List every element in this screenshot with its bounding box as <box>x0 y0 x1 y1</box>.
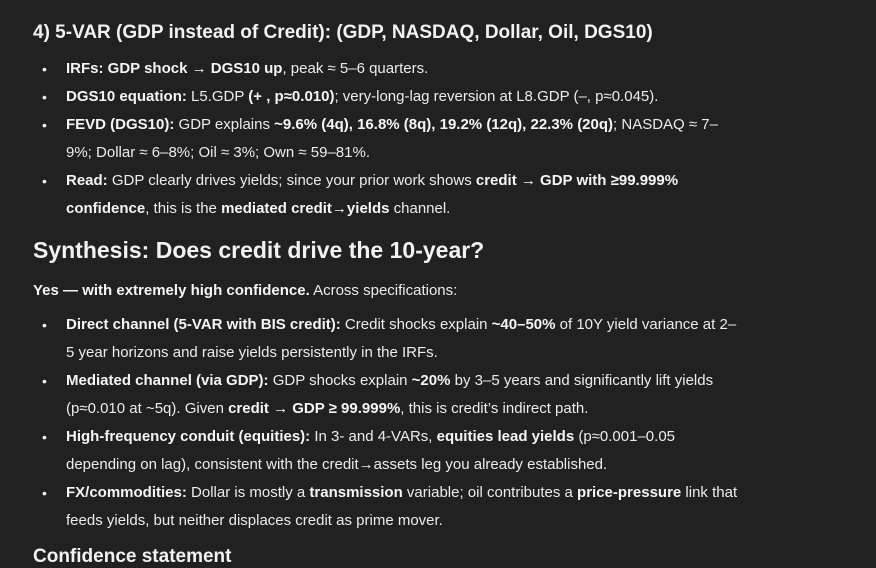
list-item-line <box>66 339 806 367</box>
list-item-line <box>66 55 806 83</box>
bold-text: confidence <box>66 200 146 217</box>
text: channel. <box>389 200 451 217</box>
list-item-line <box>66 311 806 339</box>
text: depending on lag), consistent with the credit→assets leg you already established. <box>66 456 608 473</box>
text: L5.GDP <box>186 88 249 105</box>
synthesis-lead <box>33 277 457 305</box>
text: link that <box>681 484 738 501</box>
bold-text: DGS10 equation: <box>66 88 187 105</box>
synthesis-heading: Synthesis: Does credit drive the 10-year? <box>33 237 485 263</box>
list-item-line <box>66 195 806 223</box>
bold-text: Mediated channel (via GDP): <box>66 372 269 389</box>
list-item-line <box>66 83 806 111</box>
list-item <box>33 83 806 111</box>
list-item <box>33 423 806 479</box>
bold-text: credit → GDP with ≥99.999% <box>475 172 679 189</box>
synthesis-bullet-list <box>33 311 806 535</box>
list-item-line <box>66 139 806 167</box>
list-item-line <box>66 367 806 395</box>
text: , this is credit’s indirect path. <box>400 400 589 417</box>
text: , peak ≈ 5–6 quarters. <box>282 60 429 77</box>
text: , this is the <box>145 200 222 217</box>
list-item-line <box>66 111 806 139</box>
bold-text: equities lead yields <box>436 428 575 445</box>
bold-text: IRFs: GDP shock → DGS10 up <box>66 60 283 77</box>
text: (p≈0.001–0.05 <box>574 428 675 445</box>
list-item-line <box>66 479 806 507</box>
text: 9%; Dollar ≈ 6–8%; Oil ≈ 3%; Own ≈ 59–81%. <box>66 144 370 161</box>
text: ; very-long-lag reversion at L8.GDP (–, p≈0.045). <box>334 88 659 105</box>
list-item-line <box>66 423 806 451</box>
bold-text: Direct channel (5-VAR with BIS credit): <box>66 316 341 333</box>
section-heading-5var-gdp: 4) 5-VAR (GDP instead of Credit): (GDP, NASDAQ, Dollar, Oil, DGS10) <box>33 22 653 43</box>
bold-text: credit → GDP ≥ 99.999% <box>228 400 401 417</box>
text: 5 year horizons and raise yields persistently in the IRFs. <box>66 344 438 361</box>
bold-text: ~20% <box>411 372 451 389</box>
bold-text: Read: <box>66 172 108 189</box>
text: by 3–5 years and significantly lift yields <box>450 372 714 389</box>
bold-text: FX/commodities: <box>66 484 187 501</box>
text: ; NASDAQ ≈ 7– <box>613 116 718 133</box>
text: In 3- and 4-VARs, <box>310 428 437 445</box>
text: of 10Y yield variance at 2– <box>555 316 737 333</box>
bold-text: ~40–50% <box>491 316 556 333</box>
bold-text: mediated credit→yields <box>221 200 390 217</box>
text: feeds yields, but neither displaces credit as prime mover. <box>66 512 443 529</box>
text: (p≈0.010 at ~5q). Given <box>66 400 229 417</box>
text: GDP explains <box>174 116 275 133</box>
bold-text: High-frequency conduit (equities): <box>66 428 311 445</box>
list-item <box>33 367 806 423</box>
synthesis-lead-rest: Across specifications: <box>309 282 458 299</box>
confidence-statement-heading: Confidence statement <box>33 546 232 567</box>
bold-text: ~9.6% (4q), 16.8% (8q), 19.2% (12q), 22.3% (20q) <box>274 116 614 133</box>
text: variable; oil contributes a <box>402 484 578 501</box>
section-5var-bullet-list <box>33 55 806 223</box>
list-item-line <box>66 451 806 479</box>
text: Credit shocks explain <box>340 316 492 333</box>
bold-text: price-pressure <box>577 484 682 501</box>
text: GDP clearly drives yields; since your prior work shows <box>107 172 476 189</box>
list-item <box>33 479 806 535</box>
bold-text: (+ , p≈0.010) <box>248 88 335 105</box>
list-item-line <box>66 167 806 195</box>
list-item <box>33 55 806 83</box>
list-item-line <box>66 395 806 423</box>
synthesis-lead-bold: Yes — with extremely high confidence. <box>33 282 310 299</box>
list-item-line <box>66 507 806 535</box>
text: GDP shocks explain <box>268 372 412 389</box>
list-item <box>33 111 806 167</box>
bold-text: transmission <box>309 484 403 501</box>
list-item <box>33 167 806 223</box>
list-item <box>33 311 806 367</box>
text: Dollar is mostly a <box>186 484 310 501</box>
bold-text: FEVD (DGS10): <box>66 116 175 133</box>
